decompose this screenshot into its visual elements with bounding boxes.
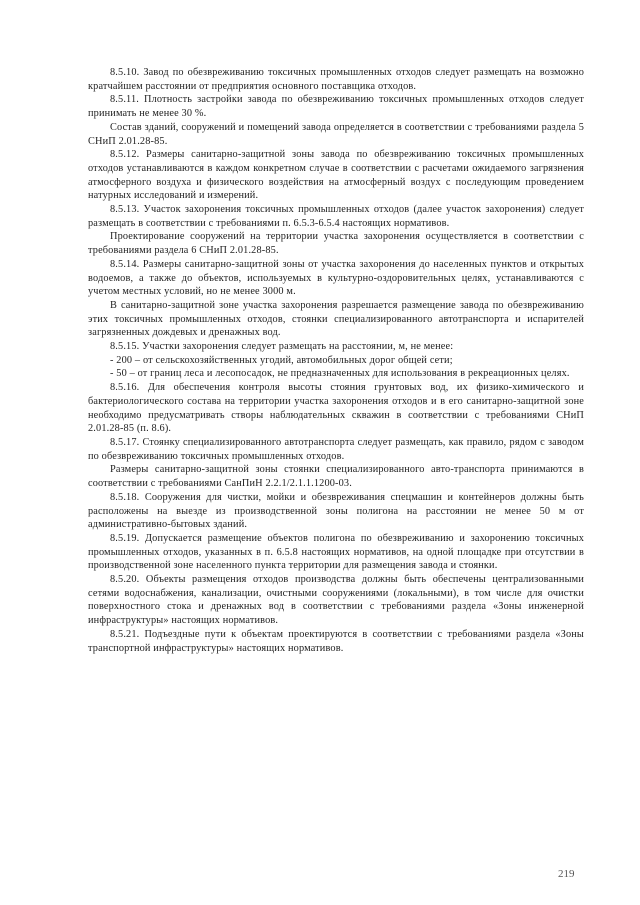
paragraph-8-5-13: 8.5.13. Участок захоронения токсичных промышленных отходов (далее участок захоронения) следует размещать в соответствии с требованиями п. 6.5.3-6.5.4 настоящих нормативов. [88, 204, 584, 229]
paragraph-8-5-17: 8.5.17. Стоянку специализированного автотранспорта следует размещать, как правило, рядом с заводом по обезвреживанию токсичных промышленных отходов. [88, 436, 584, 462]
paragraph-8-5-14: 8.5.14. Размеры санитарно-защитной зоны от участка захоронения до населенных пунктов и открытых водоемов, а также до объектов, используемых в культурно-оздоровительных целях, устанавливаются с учетом местных условий, но не менее 3000 м. [88, 258, 584, 298]
paragraph-composition: Состав зданий, сооружений и помещений завода определяется в соответствии с требованиями раздела 5 СНиП 2.01.28-85. [88, 121, 584, 147]
paragraph-8-5-20: 8.5.20. Объекты размещения отходов производства должны быть обеспечены централизованными сетями водоснабжения, канализации, очистными сооружениями (локальными), в том числе для очистки поверхностного стока и дренажных вод в соответствии с требованиями раздела «Зоны инженерной инфраструктуры» настоящих нормативов. [88, 574, 584, 627]
paragraph-parking-zone: Размеры санитарно-защитной зоны стоянки специализированного авто-транспорта принимаются в соответствии с требованиями СанПиН 2.2.1/2.1.1.1200-03. [88, 464, 584, 490]
paragraph-design: Проектирование сооружений на территории участка захоронения осуществляется в соответствии с требованиями раздела 6 СНиП 2.01.28-85. [88, 231, 584, 257]
paragraph-8-5-11: 8.5.11. Плотность застройки завода по обезвреживанию токсичных промышленных отходов следует принимать не менее 30 %. [88, 94, 584, 120]
paragraph-8-5-19: 8.5.19. Допускается размещение объектов полигона по обезвреживанию и захоронению токсичных промышленных отходов, указанных в п. 6.5.8 настоящих нормативов, на одной площадке при отсутствии в производственной зоне населенного пункта территории для размещения завода и стоянки. [88, 532, 584, 572]
paragraph-8-5-18: 8.5.18. Сооружения для чистки, мойки и обезвреживания спецмашин и контейнеров должны быть расположены на выезде из производственной зоны полигона на расстоянии не менее 50 м от административно-бытовых зданий. [88, 491, 584, 531]
paragraph-8-5-21: 8.5.21. Подъездные пути к объектам проектируются в соответствии с требованиями раздела «Зоны транспортной инфраструктуры» настоящих нормативов. [88, 628, 584, 654]
paragraph-8-5-15: 8.5.15. Участки захоронения следует размещать на расстоянии, м, не менее: [110, 341, 454, 353]
paragraph-8-5-16: 8.5.16. Для обеспечения контроля высоты стояния грунтовых вод, их физико-химического и бактериологического состава на территории участка захоронения отходов и в его санитарно-защитной зоне необходимо предусматривать створы наблюдательных скважин в соответствии с требованиями СНиП 2.01.28-85 (п. 8.6). [88, 382, 584, 435]
list-item-200: - 200 – от сельскохозяйственных угодий, автомобильных дорог общей сети; [110, 354, 453, 366]
document-body [88, 66, 584, 655]
paragraph-8-5-10: 8.5.10. Завод по обезвреживанию токсичных промышленных отходов следует размещать на возможно кратчайшем расстоянии от предприятия основного поставщика отходов. [88, 67, 584, 92]
paragraph-8-5-12: 8.5.12. Размеры санитарно-защитной зоны завода по обезвреживанию токсичных промышленных отходов устанавливаются в каждом конкретном случае в соответствии с расчетами ожидаемого загрязнения атмосферного воздуха и физического воздействия на атмосферный воздух с последующим проведением натурных исследований и измерений. [88, 149, 584, 202]
page-number: 219 [558, 868, 575, 880]
list-item-50: - 50 – от границ леса и лесопосадок, не предназначенных для использования в рекреационных целях. [110, 368, 570, 380]
paragraph-sanitary-zone: В санитарно-защитной зоне участка захоронения разрешается размещение завода по обезвреживанию этих токсичных промышленных отходов, стоянки специализированного автотранспорта и испарителей загрязненных дождевых и дренажных вод. [88, 299, 584, 339]
